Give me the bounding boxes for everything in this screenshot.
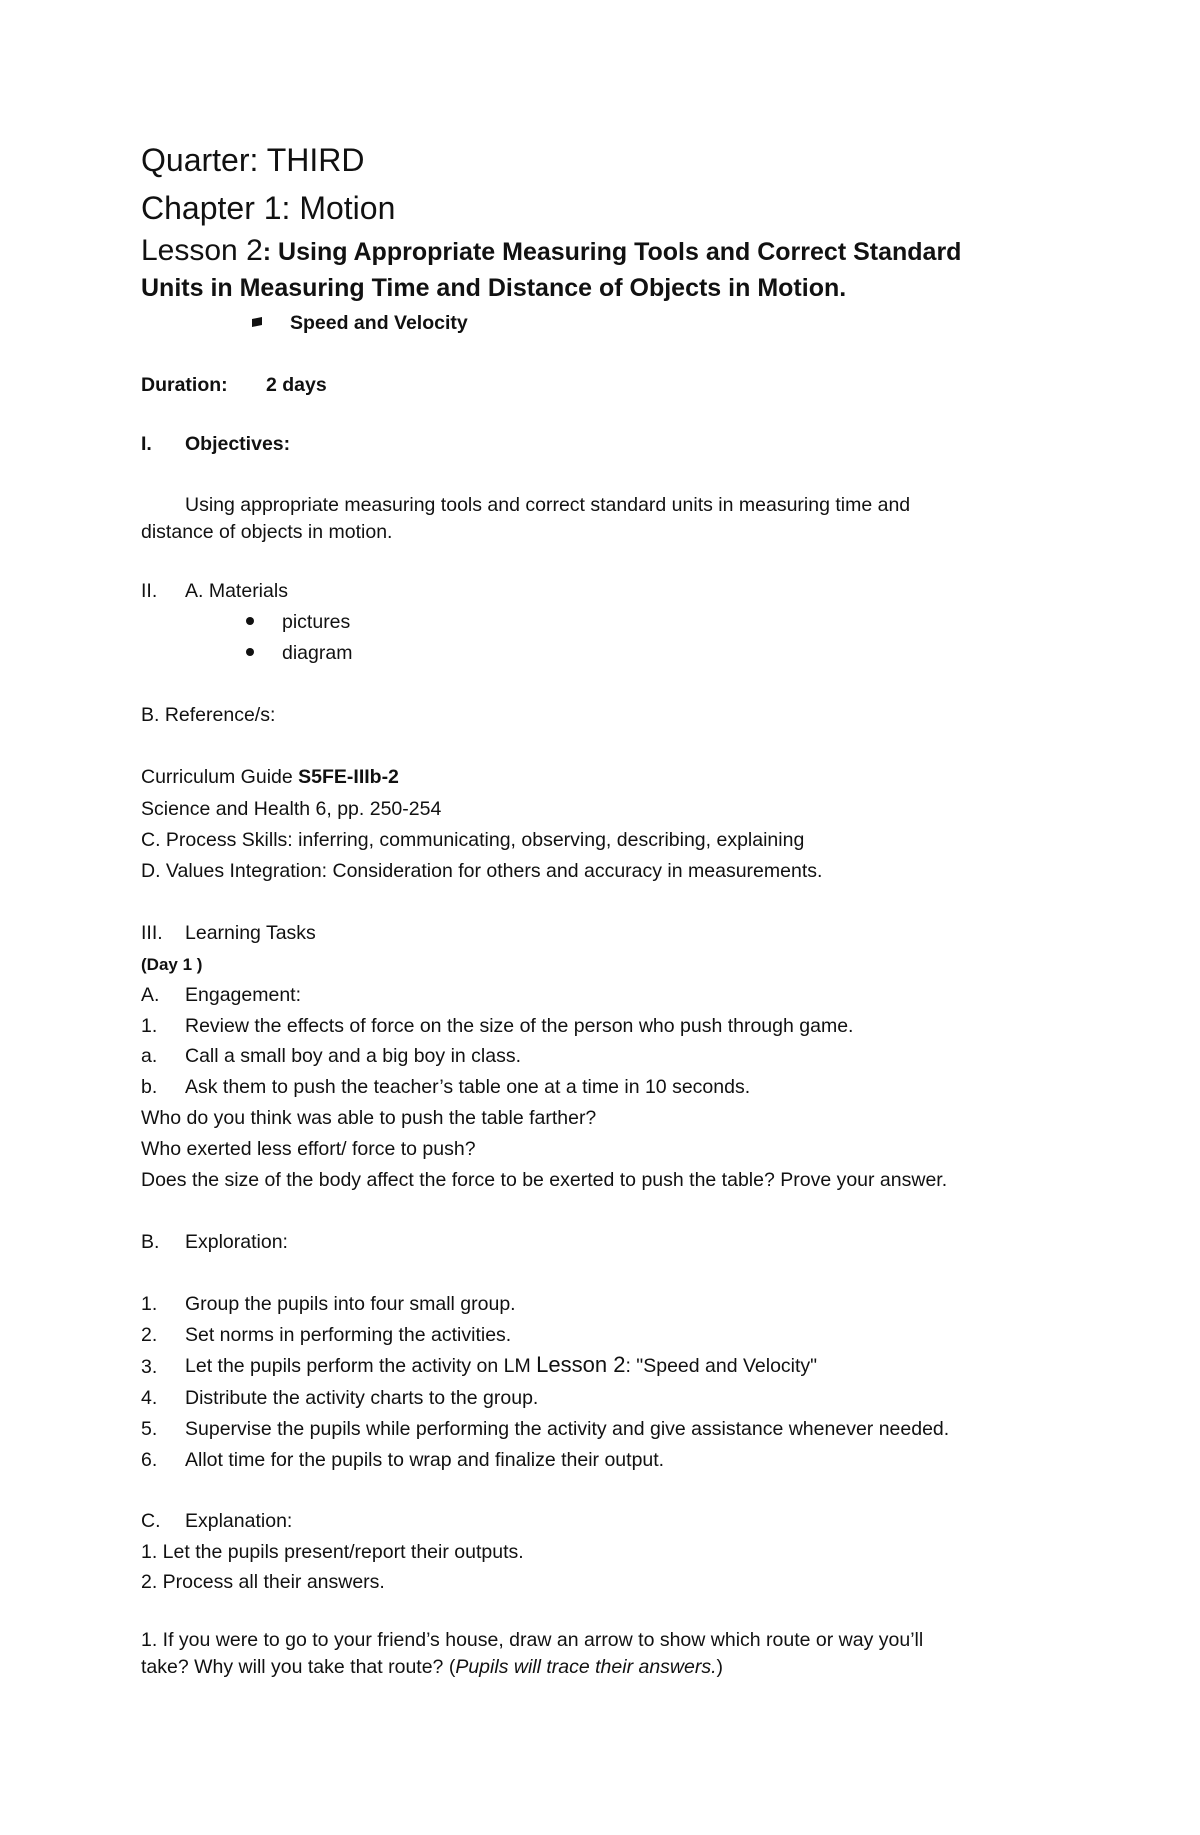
duration-label: Duration: xyxy=(141,374,228,396)
explanation-letter: C. xyxy=(141,1510,161,1532)
list-item xyxy=(185,1352,817,1379)
tasks-heading: Learning Tasks xyxy=(185,922,316,944)
engagement-question: Who do you think was able to push the table farther? xyxy=(141,1107,597,1129)
objectives-heading: Objectives: xyxy=(185,433,291,455)
list-item-number: 1. xyxy=(141,1293,158,1315)
list-item-number: 1. xyxy=(141,1015,158,1037)
bullet-icon xyxy=(246,617,254,625)
list-item-number: a. xyxy=(141,1045,158,1067)
engagement-question: Does the size of the body affect the force to be exerted to push the table? Prove your answer. xyxy=(141,1169,948,1191)
process-skills: C. Process Skills: inferring, communicating, observing, describing, explaining xyxy=(141,829,805,851)
reference-book: Science and Health 6, pp. 250-254 xyxy=(141,798,442,820)
chapter-heading: Chapter 1: Motion xyxy=(141,190,396,226)
list-item: Allot time for the pupils to wrap and finalize their output. xyxy=(185,1449,665,1471)
list-item: Group the pupils into four small group. xyxy=(185,1293,516,1315)
exploration-letter: B. xyxy=(141,1231,160,1253)
explanation-question-line2 xyxy=(141,1654,723,1680)
lesson-title-line2: Units in Measuring Time and Distance of Objects in Motion. xyxy=(141,274,847,302)
tasks-number: III. xyxy=(141,922,163,944)
quarter-heading: Quarter: THIRD xyxy=(141,142,365,178)
list-item-text: Let the pupils perform the activity on LM xyxy=(185,1355,537,1377)
question-text: take? Why will you take that route? ( xyxy=(141,1656,456,1678)
references-heading: B. Reference/s: xyxy=(141,704,276,726)
list-item: 1. Let the pupils present/report their outputs. xyxy=(141,1541,524,1563)
curriculum-guide-code: S5FE-IIIb-2 xyxy=(298,766,399,788)
list-item-number: b. xyxy=(141,1076,158,1098)
lesson-number: Lesson 2 xyxy=(141,234,263,267)
list-item: Distribute the activity charts to the group. xyxy=(185,1387,539,1409)
explanation-question-line1: 1. If you were to go to your friend’s house, draw an arrow to show which route or way you’ll xyxy=(141,1629,924,1651)
lesson-reference: Lesson 2 xyxy=(536,1352,626,1377)
lesson-title-line1: : Using Appropriate Measuring Tools and Correct Standard xyxy=(262,238,962,266)
list-item: 2. Process all their answers. xyxy=(141,1571,385,1593)
topic-bullet-icon xyxy=(250,315,264,331)
explanation-heading: Explanation: xyxy=(185,1510,293,1532)
day-label: (Day 1 ) xyxy=(141,955,203,974)
lesson-heading xyxy=(141,234,961,269)
material-item: diagram xyxy=(282,642,353,664)
list-item: Ask them to push the teacher’s table one at a time in 10 seconds. xyxy=(185,1076,751,1098)
list-item: Set norms in performing the activities. xyxy=(185,1324,512,1346)
question-note: Pupils will trace their answers. xyxy=(455,1656,717,1678)
list-item-text: : "Speed and Velocity" xyxy=(625,1355,818,1377)
engagement-question: Who exerted less effort/ force to push? xyxy=(141,1138,476,1160)
objectives-text-line1: Using appropriate measuring tools and correct standard units in measuring time and xyxy=(185,494,911,516)
duration-value: 2 days xyxy=(266,374,327,396)
objectives-number: I. xyxy=(141,433,152,455)
bullet-icon xyxy=(246,648,254,656)
exploration-heading: Exploration: xyxy=(185,1231,288,1253)
list-item-number: 2. xyxy=(141,1324,158,1346)
list-item: Review the effects of force on the size of the person who push through game. xyxy=(185,1015,854,1037)
list-item: Supervise the pupils while performing the activity and give assistance whenever needed. xyxy=(185,1418,950,1440)
question-text: ) xyxy=(716,1656,724,1678)
list-item-number: 5. xyxy=(141,1418,158,1440)
list-item-number: 6. xyxy=(141,1449,158,1471)
values-integration: D. Values Integration: Consideration for others and accuracy in measurements. xyxy=(141,860,823,882)
list-item-number: 4. xyxy=(141,1387,158,1409)
engagement-heading: Engagement: xyxy=(185,984,302,1006)
material-item: pictures xyxy=(282,611,351,633)
engagement-letter: A. xyxy=(141,984,160,1006)
list-item-number: 3. xyxy=(141,1356,158,1378)
materials-heading: A. Materials xyxy=(185,580,288,602)
curriculum-guide xyxy=(141,764,399,790)
list-item: Call a small boy and a big boy in class. xyxy=(185,1045,522,1067)
curriculum-guide-label: Curriculum Guide xyxy=(141,766,299,788)
topic-label: Speed and Velocity xyxy=(290,312,468,334)
objectives-text-line2: distance of objects in motion. xyxy=(141,521,393,543)
materials-number: II. xyxy=(141,580,158,602)
